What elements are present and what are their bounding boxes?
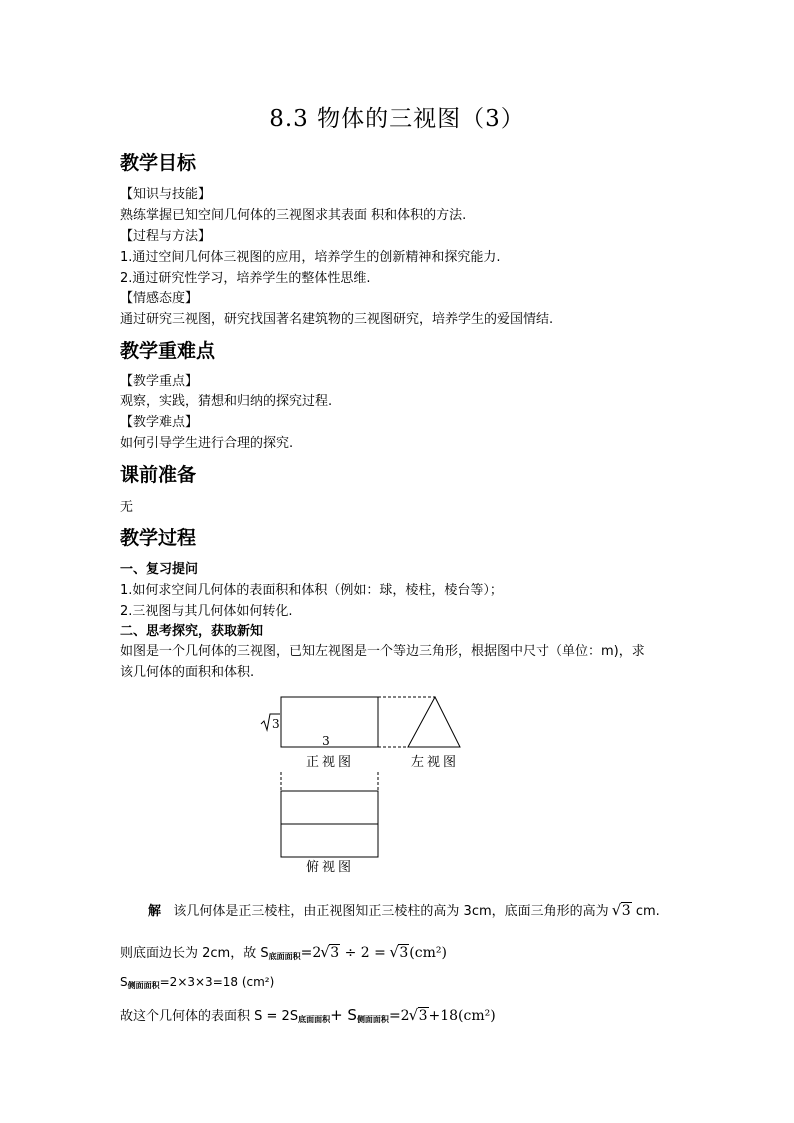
review-label: 一、复习提问 (120, 562, 199, 577)
unit-cm2: (cm²) (409, 945, 447, 961)
prep-heading: 课前准备 (120, 464, 197, 486)
surface-area-text: 故这个几何体的表面积 S = 2S (120, 1009, 299, 1024)
base-area-sub: 底面面积 (268, 952, 301, 961)
plus-s: + S (330, 1006, 357, 1024)
process-item-2: 2.通过研究性学习，培养学生的整体性思维. (120, 271, 371, 286)
goals-heading: 教学目标 (120, 152, 197, 174)
three-view-figure (255, 690, 475, 875)
knowledge-text: 熟练掌握已知空间几何体的三视图求其表面 积和体积的方法. (120, 208, 467, 223)
sqrt-3-a: √ 3 (613, 903, 632, 919)
problem-line-2: 该几何体的面积和体积. (120, 665, 255, 680)
eq-2: =2 (300, 945, 322, 961)
process-heading: 教学过程 (120, 527, 197, 549)
problem-line-1: 如图是一个几何体的三视图，已知左视图是一个等边三角形，根据图中尺寸（单位：m)，求 (120, 644, 645, 659)
sqrt-3-c: √ 3 (390, 945, 409, 961)
surface-area-result: +18(cm²) (428, 1008, 496, 1024)
prep-text: 无 (120, 500, 134, 515)
knowledge-label: 【知识与技能】 (120, 187, 212, 202)
top-view-label: 俯视图 (305, 860, 355, 875)
side-area-sub: 侧面面积 (127, 981, 160, 990)
explore-label: 二、思考探究，获取新知 (120, 624, 264, 639)
process-label: 【过程与方法】 (120, 229, 212, 244)
eq-2b: =2 (388, 1008, 410, 1024)
solution-label: 解 (148, 904, 162, 919)
left-view-triangle (408, 697, 460, 747)
difficulty-label: 【教学难点】 (120, 415, 199, 430)
emotion-label: 【情感态度】 (120, 291, 199, 306)
emotion-text: 通过研究三视图，研究找国著名建筑物的三视图研究，培养学生的爱国情结. (120, 312, 554, 327)
solution-line-4 (120, 1005, 496, 1025)
solution-line-2-text: 则底面边长为 2cm，故 S (120, 946, 269, 961)
focus-label: 【教学重点】 (120, 374, 199, 389)
divide-text: ÷ 2 = (340, 945, 391, 961)
solution-line-1-unit: cm. (635, 904, 660, 919)
width-label: 3 (322, 734, 330, 748)
page-title: 8.3 物体的三视图（3） (269, 106, 525, 132)
solution-line-1-text: 该几何体是正三棱柱，由正视图知正三棱柱的高为 3cm，底面三角形的高为 (173, 904, 609, 919)
s-symbol: S (120, 975, 128, 989)
solution-line-1 (148, 900, 660, 919)
keypoints-heading: 教学重难点 (120, 340, 216, 362)
base-area-sub-2: 底面面积 (298, 1015, 331, 1024)
focus-text: 观察，实践，猜想和归纳的探究过程. (120, 394, 333, 409)
process-item-1: 1.通过空间几何体三视图的应用，培养学生的创新精神和探究能力. (120, 250, 501, 265)
sqrt-3-b: √ 3 (321, 945, 340, 961)
left-view-label: 左视图 (410, 755, 460, 770)
solution-line-3 (120, 975, 274, 991)
difficulty-text: 如何引导学生进行合理的探究. (120, 436, 294, 451)
review-item-1: 1.如何求空间几何体的表面积和体积（例如：球，棱柱，棱台等）； (120, 583, 503, 598)
height-label: 3 (272, 717, 280, 731)
solution-line-2 (120, 942, 447, 962)
side-area-calc: =2×3×3=18 (cm²) (159, 975, 275, 989)
front-view-label: 正视图 (305, 755, 355, 770)
review-item-2: 2.三视图与其几何体如何转化. (120, 604, 293, 619)
side-area-sub-2: 侧面面积 (356, 1015, 389, 1024)
sqrt-3-d: √ 3 (410, 1008, 429, 1024)
